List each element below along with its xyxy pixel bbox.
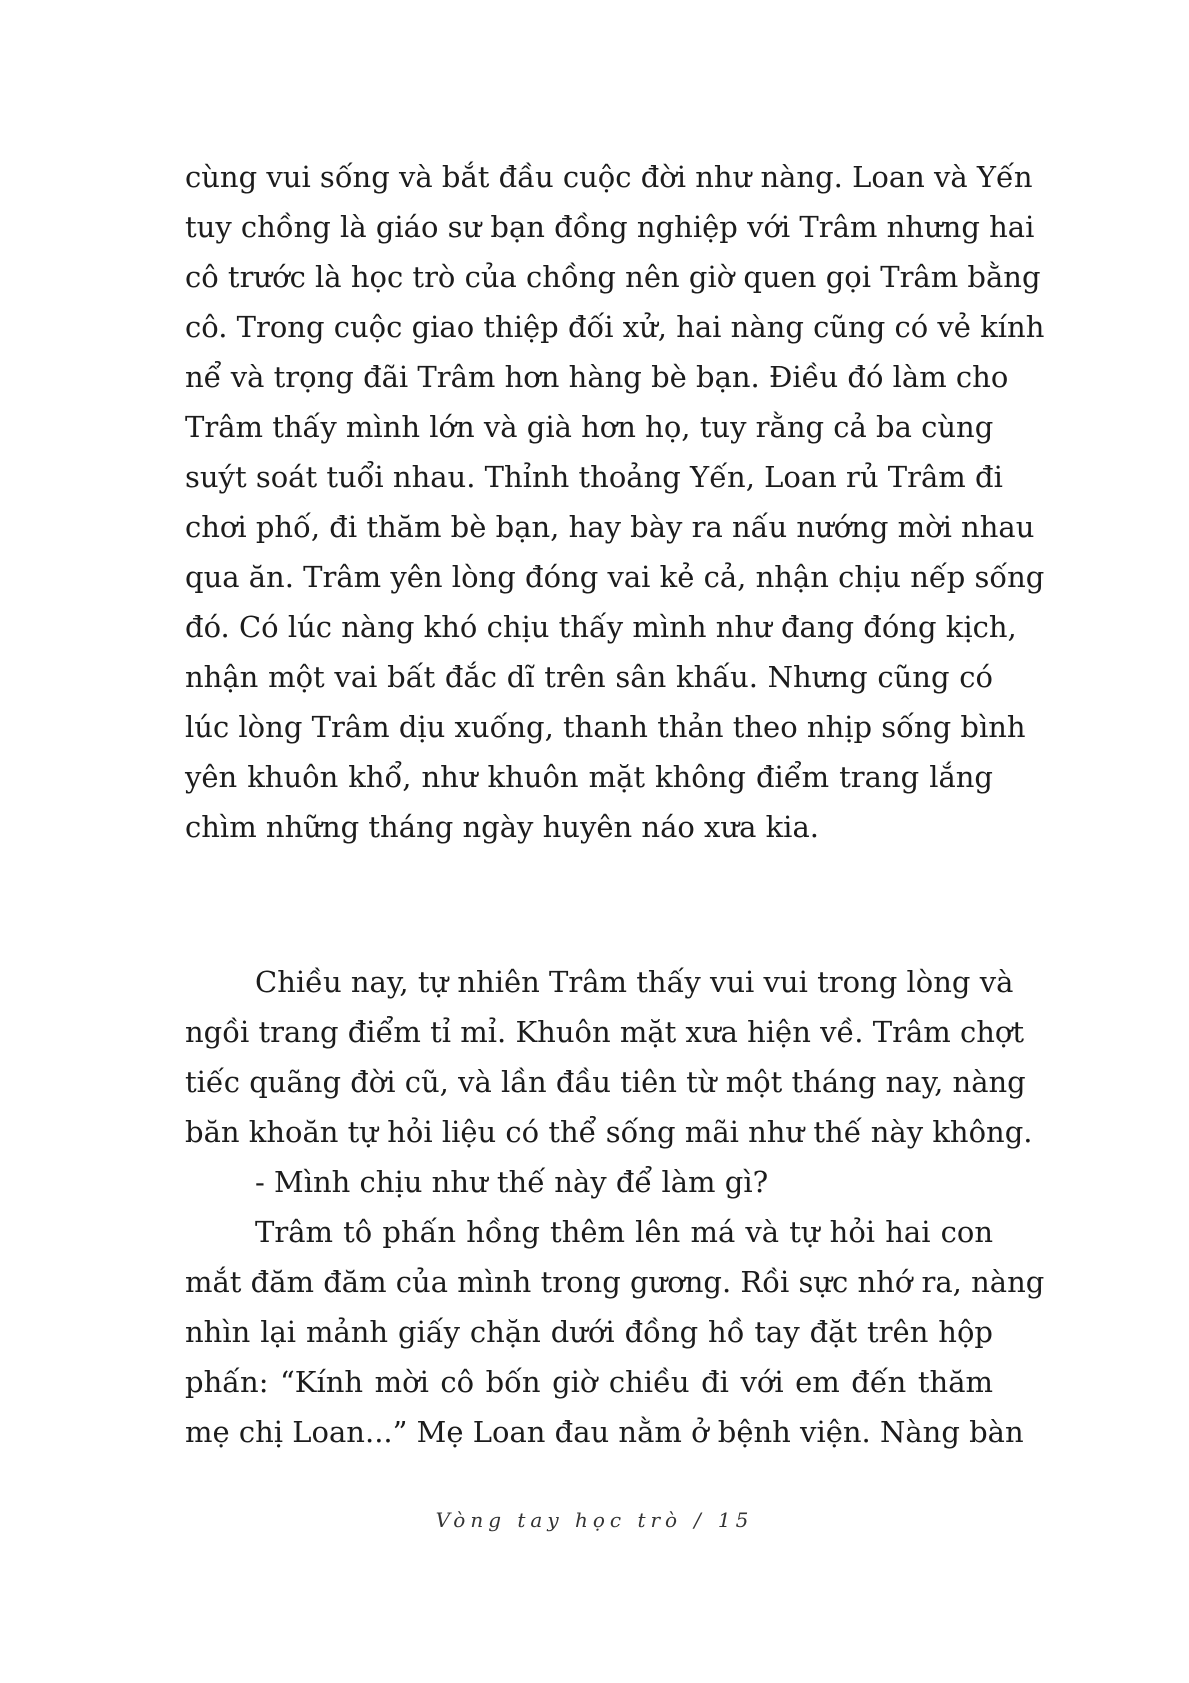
text-line: phấn: “Kính mời cô bốn giờ chiều đi với em đến thăm: [185, 1365, 993, 1399]
text-line: cùng vui sống và bắt đầu cuộc đời như nàng. Loan và Yến: [185, 160, 1033, 194]
text-line: ngồi trang điểm tỉ mỉ. Khuôn mặt xưa hiện về. Trâm chợt: [185, 1015, 1024, 1049]
text-line: suýt soát tuổi nhau. Thỉnh thoảng Yến, Loan rủ Trâm đi: [185, 460, 1003, 494]
text-line: tiếc quãng đời cũ, và lần đầu tiên từ một tháng nay, nàng: [185, 1065, 1026, 1099]
text-line: nhận một vai bất đắc dĩ trên sân khấu. Nhưng cũng có: [185, 660, 993, 694]
running-title: Vòng tay học trò: [435, 1508, 683, 1532]
text-line: qua ăn. Trâm yên lòng đóng vai kẻ cả, nhận chịu nếp sống: [185, 560, 1045, 594]
text-line: băn khoăn tự hỏi liệu có thể sống mãi như thế này không.: [185, 1115, 1033, 1149]
text-line: đó. Có lúc nàng khó chịu thấy mình như đang đóng kịch,: [185, 610, 1017, 644]
paragraph-section-2: [185, 957, 1045, 1457]
text-line: Trâm thấy mình lớn và già hơn họ, tuy rằng cả ba cùng: [185, 410, 994, 444]
text-line: cô trước là học trò của chồng nên giờ quen gọi Trâm bằng: [185, 260, 1041, 294]
paragraph-continued: [185, 152, 1045, 852]
text-line: nhìn lại mảnh giấy chặn dưới đồng hồ tay đặt trên hộp: [185, 1315, 993, 1349]
text-line: mẹ chị Loan...” Mẹ Loan đau nằm ở bệnh viện. Nàng bàn: [185, 1415, 1024, 1449]
dialogue-line: - Mình chịu như thế này để làm gì?: [255, 1165, 769, 1199]
text-line: cô. Trong cuộc giao thiệp đối xử, hai nàng cũng có vẻ kính: [185, 310, 1045, 344]
text-line: nể và trọng đãi Trâm hơn hàng bè bạn. Điều đó làm cho: [185, 360, 1009, 394]
text-line: tuy chồng là giáo sư bạn đồng nghiệp với Trâm nhưng hai: [185, 210, 1035, 244]
footer-separator: /: [694, 1508, 706, 1532]
page-footer: [0, 1508, 1189, 1532]
text-line: mắt đăm đăm của mình trong gương. Rồi sực nhớ ra, nàng: [185, 1265, 1045, 1299]
page-number: 15: [717, 1508, 754, 1532]
text-line: chìm những tháng ngày huyên náo xưa kia.: [185, 810, 819, 844]
text-line: chơi phố, đi thăm bè bạn, hay bày ra nấu nướng mời nhau: [185, 510, 1035, 544]
text-line: Trâm tô phấn hồng thêm lên má và tự hỏi hai con: [255, 1215, 993, 1249]
text-line: Chiều nay, tự nhiên Trâm thấy vui vui trong lòng và: [255, 965, 1014, 999]
text-line: lúc lòng Trâm dịu xuống, thanh thản theo nhịp sống bình: [185, 710, 1026, 744]
text-line: yên khuôn khổ, như khuôn mặt không điểm trang lắng: [185, 760, 993, 794]
